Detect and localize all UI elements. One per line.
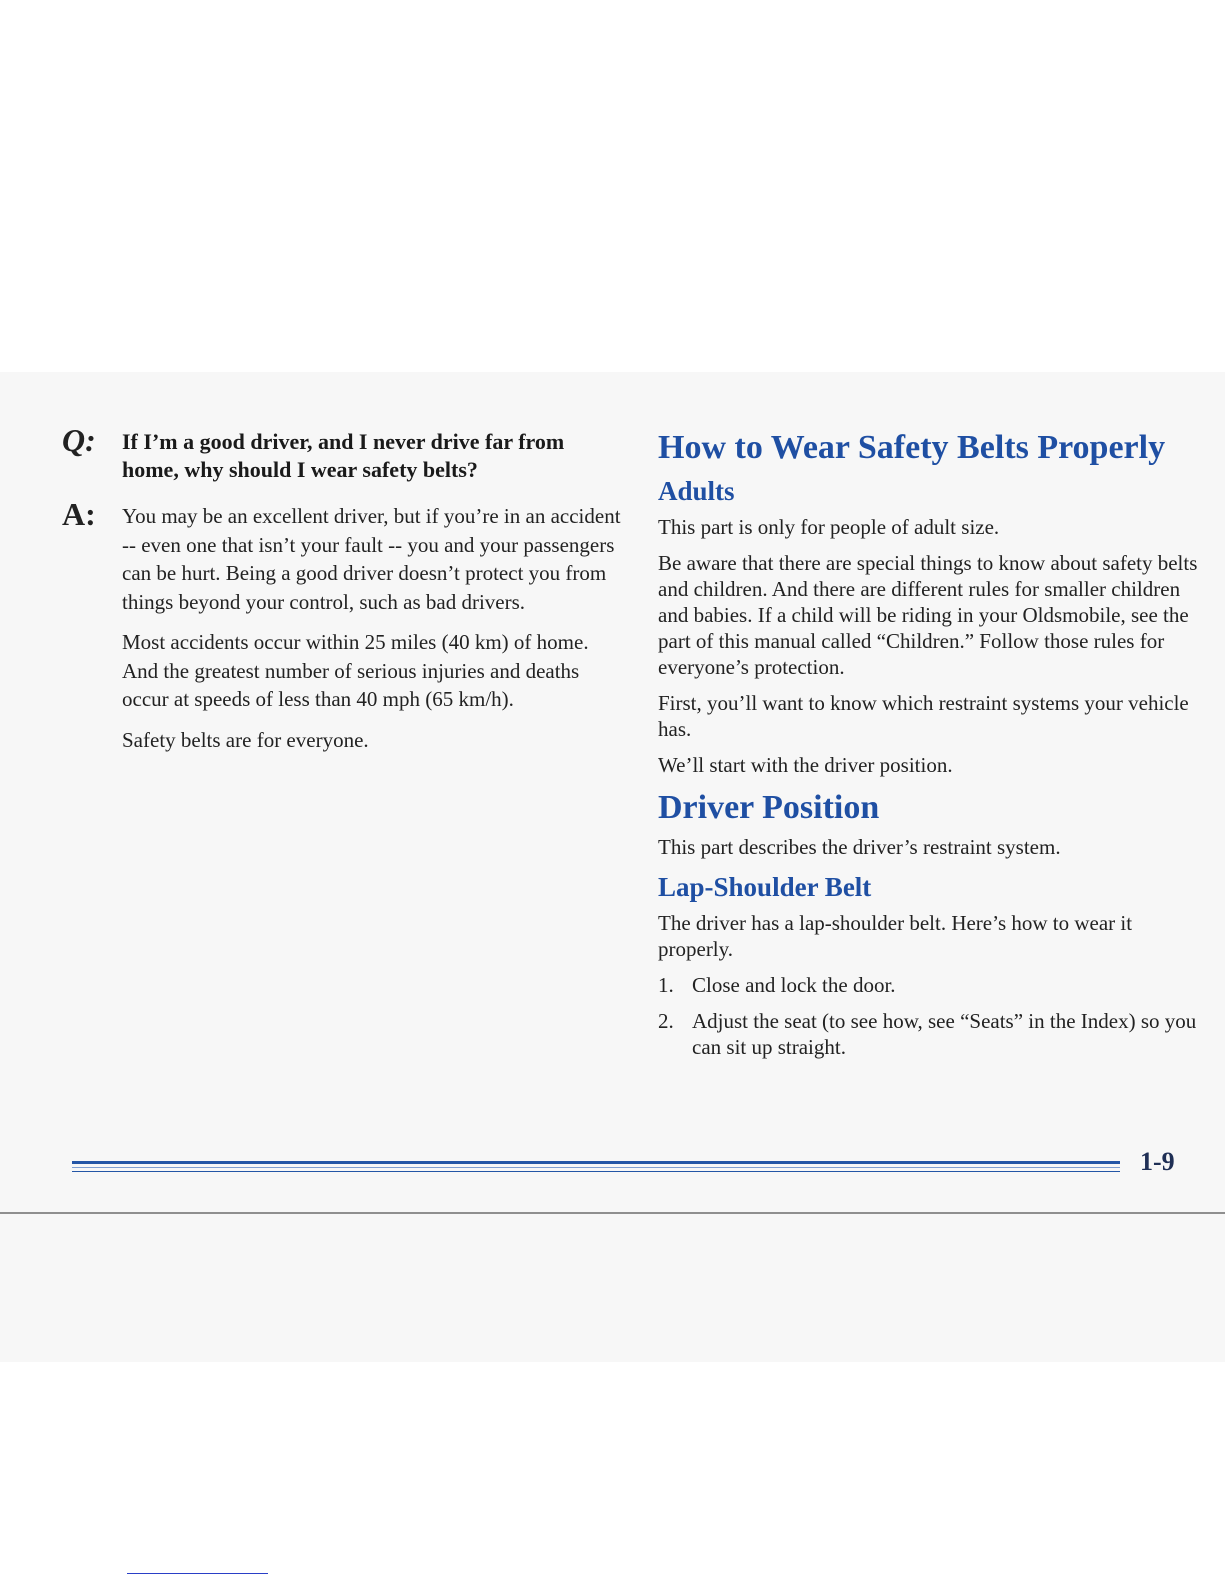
qa-column [62, 422, 622, 766]
page-number: 1-9 [1140, 1147, 1175, 1176]
footer-rule [72, 1161, 1120, 1164]
answer-paragraph: Most accidents occur within 25 miles (40 km) of home. And the greatest number of serious injuries and deaths occur at speeds of less than 40 mph (65 km/h). [122, 630, 589, 711]
lap-shoulder-belt-paragraph: The driver has a lap-shoulder belt. Here’s how to wear it properly. [658, 911, 1133, 961]
adults-paragraph: We’ll start with the driver position. [658, 753, 953, 777]
answer-paragraph: Safety belts are for everyone. [122, 727, 369, 752]
answer-marker: A: [62, 496, 96, 532]
step-number: 1. [658, 973, 674, 997]
list-item [658, 972, 1203, 998]
step-text: Close and lock the door. [692, 973, 896, 997]
adults-paragraph: First, you’ll want to know which restraint systems your vehicle has. [658, 691, 1189, 741]
adults-paragraph: Be aware that there are special things to know about safety belts and children. And there are different rules for smaller children and babies. If a child will be riding in your Oldsmobile, see the part of this manual called “Children.” Follow those rules for everyone’s protection. [658, 551, 1198, 679]
driver-position-paragraph: This part describes the driver’s restraint system. [658, 835, 1061, 859]
list-item [658, 1008, 1203, 1060]
page-edge-divider [0, 1212, 1225, 1214]
question-marker: Q: [62, 422, 96, 458]
adults-heading: Adults [658, 476, 735, 506]
instructions-column [658, 428, 1203, 1070]
question-block [62, 422, 622, 484]
steps-list [658, 972, 1203, 1060]
adults-paragraph: This part is only for people of adult size. [658, 515, 1000, 539]
underline-mark [127, 1573, 268, 1574]
section-title: How to Wear Safety Belts Properly [658, 429, 1166, 466]
lap-shoulder-belt-heading: Lap-Shoulder Belt [658, 872, 872, 902]
step-text: Adjust the seat (to see how, see “Seats” in the Index) so you can sit up straight. [692, 1009, 1197, 1059]
answer-block [62, 496, 622, 754]
question-text: If I’m a good driver, and I never drive far from home, why should I wear safety belts? [122, 429, 565, 482]
footer-rule [72, 1167, 1120, 1168]
answer-paragraph: You may be an excellent driver, but if you’re in an accident -- even one that isn’t your fault -- you and your passengers can be hurt. Being a good driver doesn’t protect you from things beyond your control, such as bad drivers. [122, 504, 621, 614]
step-number: 2. [658, 1009, 674, 1033]
footer-rule [72, 1171, 1120, 1172]
driver-position-heading: Driver Position [658, 789, 880, 826]
